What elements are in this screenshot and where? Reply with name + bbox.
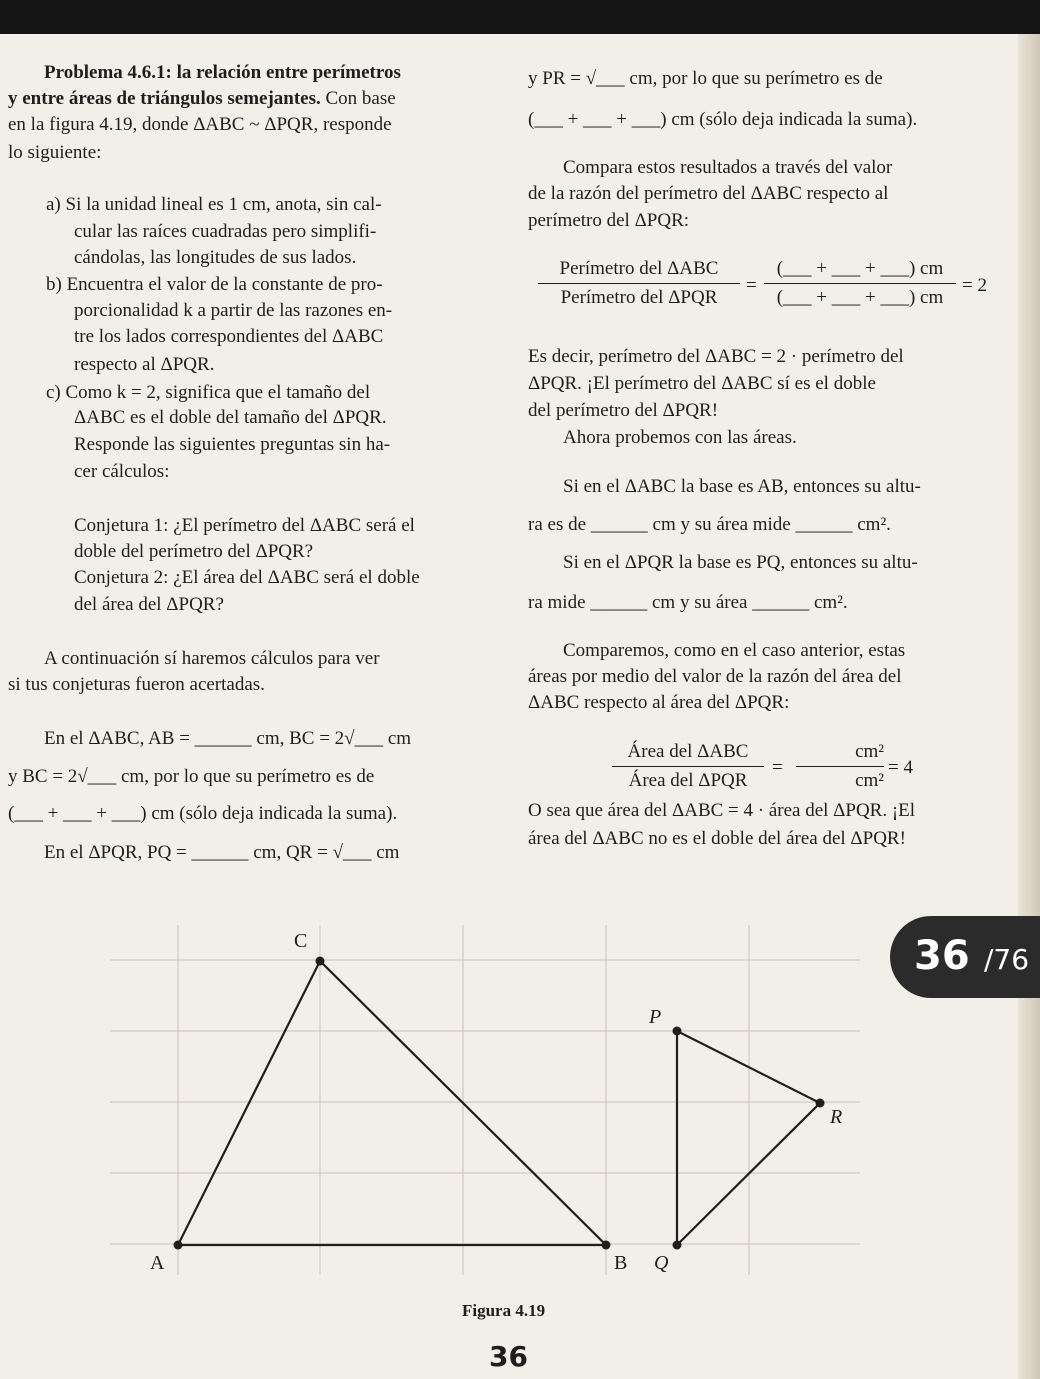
pqr-perimeter-sum: (___ + ___ + ___) cm (sólo deja indicada la suma). <box>528 109 918 130</box>
total-pages: /76 <box>984 943 1030 976</box>
conjecture-2-line-1: Conjetura 2: ¿El área del ΔABC será el doble <box>74 567 420 588</box>
area-conclusion-line-1: O sea que área del ΔABC = 4 · área del ΔPQR. ¡El <box>528 800 916 821</box>
fraction-bar <box>612 766 764 767</box>
label-b: B <box>614 1252 628 1274</box>
abc-area-line-1: Si en el ΔABC la base es AB, entonces su altu- <box>563 476 921 497</box>
abc-area-line-2: ra es de ______ cm y su área mide ______ cm². <box>528 514 891 535</box>
conjecture-1-line-1: Conjetura 1: ¿El perímetro del ΔABC será el <box>74 515 415 536</box>
item-c-line-4: cer cálculos: <box>74 461 170 482</box>
item-a-line-2: cular las raíces cuadradas pero simplifi- <box>74 221 377 242</box>
fraction-bar <box>764 283 956 284</box>
label-r: R <box>830 1106 843 1128</box>
perimeter-ratio-fraction <box>538 258 740 309</box>
areas-intro: Ahora probemos con las áreas. <box>563 427 797 448</box>
vertex-r <box>816 1099 825 1108</box>
area-units-denominator: cm² <box>855 770 884 791</box>
perimeter-sum-fraction <box>764 258 956 309</box>
top-bar <box>0 0 1040 34</box>
page-number: 36 <box>489 1340 528 1373</box>
vertex-q <box>673 1241 682 1250</box>
conjecture-2-line-2: del área del ΔPQR? <box>74 594 224 615</box>
pqr-area-line-1: Si en el ΔPQR la base es PQ, entonces su altu- <box>563 552 918 573</box>
area-ratio-denominator: Área del ΔPQR <box>628 770 748 791</box>
area-ratio-numerator: Área del ΔABC <box>627 741 749 762</box>
perimeter-result: = 2 <box>962 275 987 296</box>
item-c-line-1: c) Como k = 2, significa que el tamaño del <box>46 382 371 403</box>
continuation-line-2: si tus conjeturas fueron acertadas. <box>8 674 265 695</box>
vertex-p <box>673 1027 682 1036</box>
vertex-a <box>174 1241 183 1250</box>
abc-sides-line-2: y BC = 2√___ cm, por lo que su perímetro es de <box>8 766 375 787</box>
fraction-bar <box>796 766 884 767</box>
problem-heading-line-2 <box>8 86 396 112</box>
perimeter-equals: = <box>746 275 757 296</box>
conjecture-1-line-2: doble del perímetro del ΔPQR? <box>74 541 314 562</box>
compare-area-line-1: Comparemos, como en el caso anterior, estas <box>563 640 906 661</box>
area-result: = 4 <box>888 757 913 778</box>
abc-sides-line-1: En el ΔABC, AB = ______ cm, BC = 2√___ cm <box>44 728 412 749</box>
item-a-line-3: cándolas, las longitudes de sus lados. <box>74 247 357 268</box>
item-c-line-3: Responde las siguientes preguntas sin ha- <box>74 434 391 455</box>
page-badge <box>890 916 1040 998</box>
fraction-bar <box>538 283 740 284</box>
intro-line-3: lo siguiente: <box>8 142 102 163</box>
label-a: A <box>150 1252 165 1274</box>
perimeter-sum-numerator: (___ + ___ + ___) cm <box>776 258 944 279</box>
triangle-abc <box>178 961 606 1245</box>
pqr-sides-line-1: En el ΔPQR, PQ = ______ cm, QR = √___ cm <box>44 842 400 863</box>
compare-perimeter-line-3: perímetro del ΔPQR: <box>528 210 690 231</box>
problem-heading: Problema 4.6.1: la relación entre perímetros <box>44 62 401 83</box>
perimeter-ratio-denominator: Perímetro del ΔPQR <box>560 287 718 308</box>
item-c-line-2: ΔABC es el doble del tamaño del ΔPQR. <box>74 407 387 428</box>
perimeter-conclusion-line-2: ΔPQR. ¡El perímetro del ΔABC sí es el doble <box>528 373 876 394</box>
intro-line-2: en la figura 4.19, donde ΔABC ~ ΔPQR, responde <box>8 114 392 135</box>
perimeter-ratio-numerator: Perímetro del ΔABC <box>559 258 719 279</box>
item-b-line-2: porcionalidad k a partir de las razones en- <box>74 300 393 321</box>
label-p: P <box>649 1006 662 1028</box>
area-units-numerator: cm² <box>855 741 884 762</box>
vertex-b <box>602 1241 611 1250</box>
perimeter-sum-denominator: (___ + ___ + ___) cm <box>776 287 944 308</box>
item-b-line-4: respecto al ΔPQR. <box>74 354 215 375</box>
area-conclusion-line-2: área del ΔABC no es el doble del área del ΔPQR! <box>528 828 906 849</box>
item-a-line-1: a) Si la unidad lineal es 1 cm, anota, sin cal- <box>46 194 382 215</box>
compare-perimeter-line-1: Compara estos resultados a través del valor <box>563 157 893 178</box>
perimeter-conclusion-line-3: del perímetro del ΔPQR! <box>528 400 719 421</box>
label-c: C <box>294 930 308 952</box>
current-page: 36 <box>914 933 970 979</box>
figure-4-19 <box>0 915 1040 1295</box>
item-b-line-3: tre los lados correspondientes del ΔABC <box>74 326 384 347</box>
problem-heading-bold-2: y entre áreas de triángulos semejantes. <box>8 88 321 109</box>
area-units-fraction <box>796 741 884 792</box>
compare-area-line-3: ΔABC respecto al área del ΔPQR: <box>528 692 790 713</box>
problem-heading-rest: Con base <box>320 88 396 109</box>
compare-perimeter-line-2: de la razón del perímetro del ΔABC respecto al <box>528 183 889 204</box>
compare-area-line-2: áreas por medio del valor de la razón del área del <box>528 666 902 687</box>
perimeter-conclusion-line-1: Es decir, perímetro del ΔABC = 2 · perímetro del <box>528 346 904 367</box>
area-equals: = <box>772 757 783 778</box>
grid-lines <box>110 925 860 1275</box>
abc-perimeter-sum: (___ + ___ + ___) cm (sólo deja indicada la suma). <box>8 803 398 824</box>
vertex-c <box>316 957 325 966</box>
continuation-line-1: A continuación sí haremos cálculos para ver <box>44 648 380 669</box>
area-ratio-fraction <box>612 741 764 792</box>
figure-caption: Figura 4.19 <box>462 1301 546 1320</box>
item-b-line-1: b) Encuentra el valor de la constante de pro- <box>46 274 383 295</box>
pr-side-line: y PR = √___ cm, por lo que su perímetro es de <box>528 68 883 89</box>
label-q: Q <box>654 1252 669 1274</box>
pqr-area-line-2: ra mide ______ cm y su área ______ cm². <box>528 592 848 613</box>
